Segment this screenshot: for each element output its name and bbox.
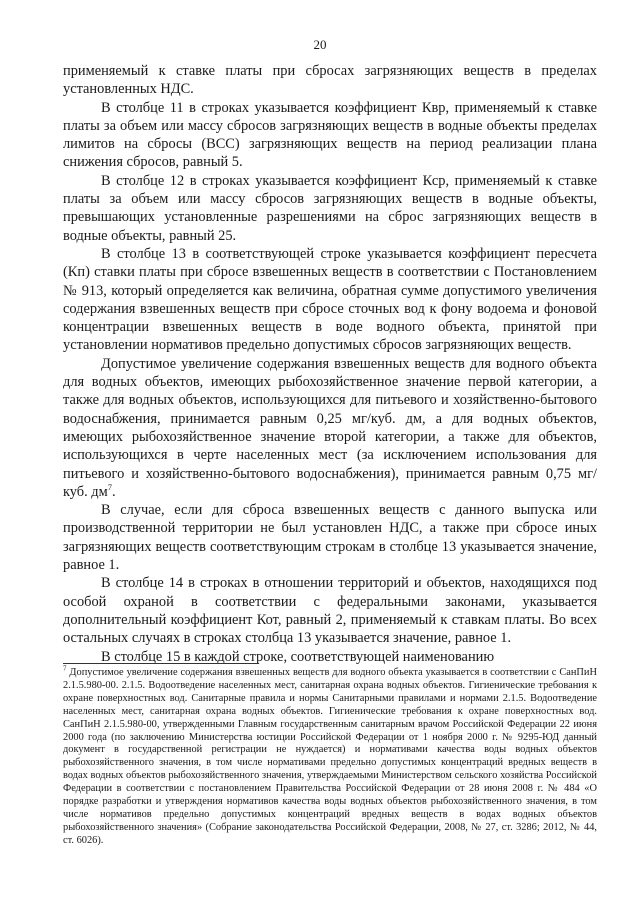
paragraph-allowed-increase-text: Допустимое увеличение содержания взвешенных веществ для водного объекта для водных объектов, имеющих рыбохозяйственное значение первой категории, а также для водных объектов, использующихся для питьевого и хозяйственно-бытового водоснабжения, принимается равным 0,25 мг/куб. дм, а для водных объектов, имеющих рыбохозяйственное значение второй категории, а также для объектов, использующихся в черте населенных мест (за исключением использования для питьевого и хозяйственно-бытового водоснабжения), принимается равным 0,75 мг/ куб. дм (63, 355, 597, 500)
paragraph-column-15: В столбце 15 в каждой строке, соответствующей наименованию (101, 648, 495, 665)
paragraph-allowed-increase (63, 355, 597, 501)
footnote-text: Допустимое увеличение содержания взвешенных веществ для водного объекта указывается в соответствии с СанПиН 2.1.5.980-00. 2.1.5. Водоотведение населенных мест, санитарная охрана водных объектов. Гигиенические требования к охране поверхностных вод. Санитарные правила и нормы Санитарными правилами и нормами 2.1.5. Водоотведение населенных мест, санитарная охрана водных объектов. Гигиенические требования к охране поверхностных вод. СанПиН 2.1.5.980-00, утвержденными Главным государственным санитарным врачом Российской Федерации 22 июня 2000 года (по заключению Министерства юстиции Российской Федерации от 1 ноября 2000 г. № 9295-ЮД данный документ в государственной регистрации не нуждается) и нормативами качества воды водных объектов рыбохозяйственного значения, в том числе нормативами предельно допустимых концентраций вредных веществ в водах водных объектов рыбохозяйственного значения, утверждаемыми Министерством сельского хозяйства Российской Федерации в соответствии с постановлением Правительства Российской Федерации от 28 июня 2008 г. № 484 «О порядке разработки и утверждения нормативов качества воды водных объектов рыбохозяйственного значения, в том числе нормативов предельно допустимых концентраций вредных веществ в водах водных объектов рыбохозяйственного значения» (Собрание законодательства Российской Федерации, 2008, № 27, ст. 3286; 2012, № 44, ст. 6026). (63, 667, 597, 846)
paragraph-column-12: В столбце 12 в строках указывается коэффициент Кср, применяемый к ставке платы за объем или массу сбросов загрязняющих веществ в водные объекты, превышающих установленные разрешениями на сброс загрязняющих веществ в водные объекты, равный 25. (63, 172, 597, 244)
footnote-separator (63, 663, 259, 664)
body-text (63, 62, 597, 666)
footnote (63, 664, 597, 848)
paragraph-column-11: В столбце 11 в строках указывается коэффициент Квр, применяемый к ставке платы за объем или массу сбросов загрязняющих веществ в водные объекты пределах лимитов на сбросы (ВСС) загрязняющих веществ на период реализации плана снижения сбросов, равный 5. (63, 99, 597, 171)
paragraph-ndc-continuation: применяемый к ставке платы при сбросах загрязняющих веществ в пределах установленных НДС. (63, 63, 597, 98)
footnote-reference: 7 (107, 482, 112, 493)
footnote-marker: 7 (63, 664, 67, 673)
page-number: 20 (313, 37, 327, 52)
footnote-reference-suffix: . (112, 483, 116, 500)
paragraph-column-14: В столбце 14 в строках в отношении территорий и объектов, находящихся под особой охраной в соответствии с федеральными законами, указывается дополнительный коэффициент Кот, равный 2, применяемый к ставкам платы. Во всех остальных случаях в строках столбца 13 указывается значение, равное 1. (63, 575, 597, 647)
paragraph-column-13: В столбце 13 в соответствующей строке указывается коэффициент пересчета (Кп) ставки платы при сбросе взвешенных веществ в соответствии с Постановлением № 913, который определяется как величина, обратная сумме допустимого увеличения содержания взвешенных веществ при сбросе сточных вод к фону водоема и фоновой концентрации взвешенных веществ в воде водного объекта, принятой при установлении нормативов предельно допустимых сбросов загрязняющих веществ. (63, 245, 597, 354)
paragraph-no-ndc: В случае, если для сброса взвешенных веществ с данного выпуска или производственной территории не был установлен НДС, а также при сбросе иных загрязняющих веществ соответствующим строкам в столбце 13 указывается значение, равное 1. (63, 502, 597, 574)
